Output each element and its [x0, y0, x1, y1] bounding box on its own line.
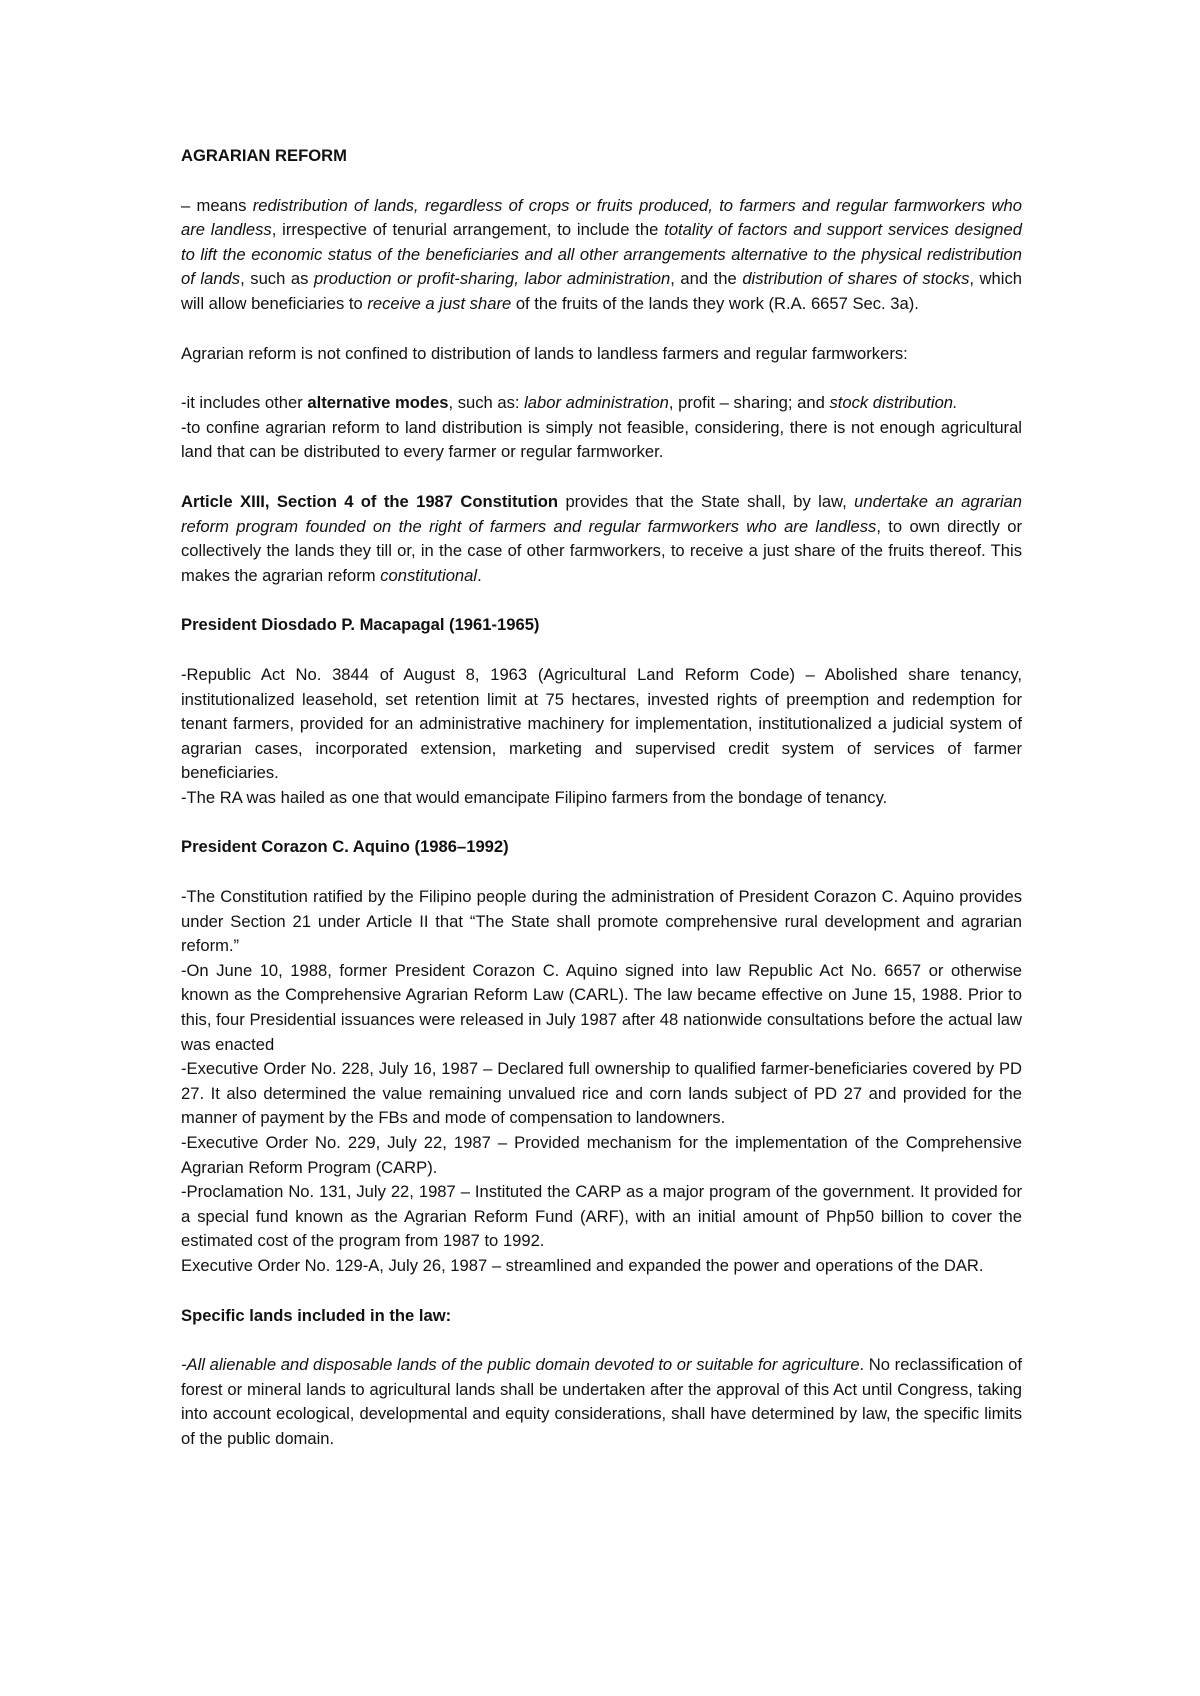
aquino-heading: President Corazon C. Aquino (1986–1992): [181, 837, 509, 857]
specific-lands-heading: Specific lands included in the law:: [181, 1305, 452, 1325]
alternative-modes-paragraph: [181, 391, 1022, 416]
definition-text: of the fruits of the lands they work (R.A. 6657 Sec. 3a).: [511, 293, 919, 313]
article-text: .: [477, 565, 482, 585]
definition-emphasis: totality of factors and support services designed to lift the economic status of the beneficiaries and all other arrangements alternative to the physical redistribution of lands: [181, 220, 1022, 289]
article-reference: Article XIII, Section 4 of the 1987 Constitution: [181, 491, 559, 511]
document-body: [181, 144, 1022, 1452]
article-emphasis: constitutional: [380, 565, 478, 585]
macapagal-paragraph: -The RA was hailed as one that would emancipate Filipino farmers from the bondage of tenancy.: [181, 787, 888, 807]
aquino-paragraph: Executive Order No. 129-A, July 26, 1987 – streamlined and expanded the power and operations of the DAR.: [181, 1255, 984, 1275]
alt-emphasis-bold: alternative modes: [307, 393, 449, 413]
article-emphasis: undertake an agrarian reform program founded on the right of farmers and regular farmworkers who are landless: [181, 491, 1023, 536]
aquino-paragraph: -On June 10, 1988, former President Corazon C. Aquino signed into law Republic Act No. 6657 or otherwise known as the Comprehensive Agrarian Reform Law (CARL). The law became effective on June 15, 1988. Prior to this, four Presidential issuances were released in July 1987 after 48 nationwide consultations before the actual law was enacted: [181, 960, 1022, 1054]
article-text: provides that the State shall, by law,: [558, 491, 855, 511]
aquino-paragraph: -The Constitution ratified by the Filipino people during the administration of President Corazon C. Aquino provides under Section 21 under Article II that “The State shall promote comprehensive rural development and agrarian reform.”: [181, 887, 1022, 956]
definition-paragraph: [181, 194, 1022, 317]
aquino-paragraph: -Proclamation No. 131, July 22, 1987 – Instituted the CARP as a major program of the government. It provided for a special fund known as the Agrarian Reform Fund (ARF), with an initial amount of Php50 billion to cover the estimated cost of the program from 1987 to 1992.: [181, 1182, 1022, 1251]
confine-paragraph: -to confine agrarian reform to land distribution is simply not feasible, considering, there is not enough agricultural land that can be distributed to every farmer or regular farmworker.: [181, 417, 1022, 462]
article-paragraph: [181, 490, 1022, 588]
alt-emphasis: stock distribution.: [829, 393, 958, 413]
alt-text: -it includes other: [181, 393, 308, 413]
definition-text: , which will allow beneficiaries to: [181, 269, 1022, 313]
not-confined-paragraph: Agrarian reform is not confined to distribution of lands to landless farmers and regular farmworkers:: [181, 343, 908, 363]
alt-text: , profit – sharing; and: [668, 393, 830, 413]
definition-emphasis: receive a just share: [367, 293, 512, 313]
definition-emphasis: redistribution of lands, regardless of crops or fruits produced, to farmers and regular farmworkers who are landless: [181, 195, 1022, 240]
definition-text: – means: [181, 195, 253, 215]
aquino-paragraph: -Executive Order No. 229, July 22, 1987 – Provided mechanism for the implementation of the Comprehensive Agrarian Reform Program (CARP).: [181, 1133, 1022, 1177]
definition-emphasis: production or profit-sharing, labor administration: [314, 269, 671, 289]
specific-lands-paragraph: [181, 1353, 1022, 1451]
document-title: AGRARIAN REFORM: [181, 146, 347, 165]
article-text: , to own directly or collectively the lands they till or, in the case of other farmworkers, to receive a just share of the fruits thereof. This makes the agrarian reform: [181, 516, 1022, 585]
alt-text: , such as:: [448, 393, 525, 413]
aquino-paragraph: -Executive Order No. 228, July 16, 1987 – Declared full ownership to qualified farmer-beneficiaries covered by PD 27. It also determined the value remaining unvalued rice and corn lands subject of PD 27 and provided for the manner of payment by the FBs and mode of compensation to landowners.: [181, 1059, 1022, 1128]
definition-text: , and the: [670, 269, 743, 289]
specific-text: . No reclassification of forest or mineral lands to agricultural lands shall be undertaken after the approval of this Act until Congress, taking into account ecological, developmental and equity considerations, shall have determined by law, the specific limits of the public domain.: [181, 1355, 1022, 1448]
specific-emphasis: -All alienable and disposable lands of the public domain devoted to or suitable for agriculture: [181, 1355, 860, 1375]
definition-text: , such as: [240, 269, 315, 289]
alt-emphasis: labor administration: [524, 393, 669, 413]
definition-text: , irrespective of tenurial arrangement, to include the: [271, 220, 665, 240]
definition-emphasis: distribution of shares of stocks: [742, 269, 970, 289]
macapagal-heading: President Diosdado P. Macapagal (1961-1965): [181, 615, 540, 635]
macapagal-paragraph: -Republic Act No. 3844 of August 8, 1963 (Agricultural Land Reform Code) – Abolished share tenancy, institutionalized leasehold, set retention limit at 75 hectares, invested rights of preemption and redemption for tenant farmers, provided for an administrative machinery for implementation, institutionalized a judicial system of agrarian cases, incorporated extension, marketing and supervised credit system of services of farmer beneficiaries.: [181, 664, 1022, 783]
